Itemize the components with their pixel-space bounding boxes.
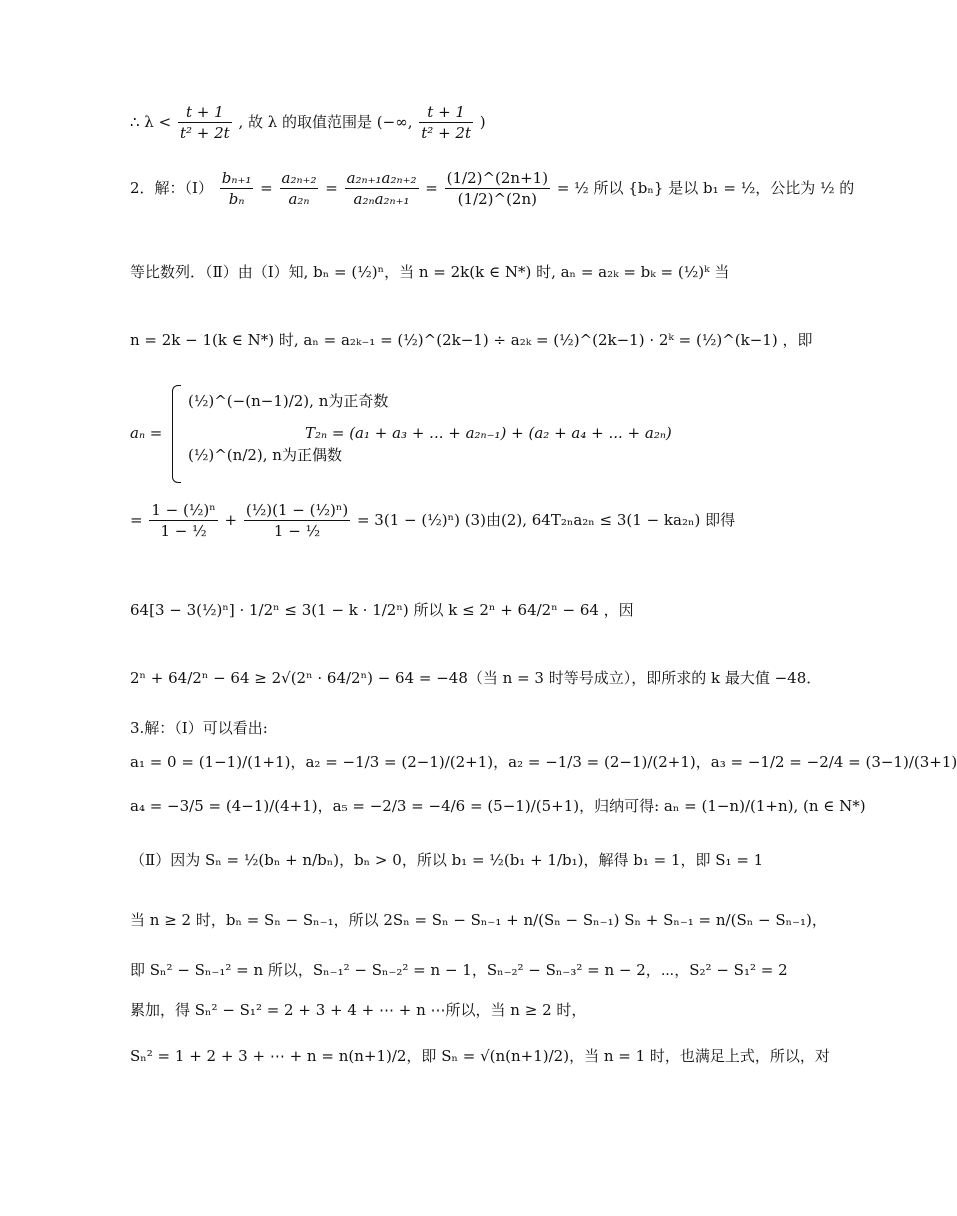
section-3-line-f: [130, 1000, 740, 1020]
text: 等比数列．（Ⅱ）由（Ⅰ）知, bₙ = (½)ⁿ，当 n = 2k(k ∈ N*) 时, aₙ = a₂ₖ = bₖ = (½)ᵏ 当: [130, 263, 730, 281]
text: a₁ = 0 = (1−1)/(1+1)，a₂ = −1/3 = (2−1)/(2+1)，a₂ = −1/3 = (2−1)/(2+1)，a₃ = −1/2 = −2/4 = (3−1)/(3+1): [130, 753, 957, 771]
text: 2ⁿ + 64/2ⁿ − 64 ≥ 2√(2ⁿ · 64/2ⁿ) − 64 = −48（当 n = 3 时等号成立），即所求的 k 最大值 −48．: [130, 669, 822, 687]
sum-line: = $\frac{\text{1 − (½)ⁿ}}{\text{1 − ½}}$ + $\frac{\text{(½)(1 − (½)ⁿ)}}{\text{1 − ½}}$ = 3(1 − (½)ⁿ) (3)由(2), 64T₂ₙa₂ₙ ≤ 3(1 − ka₂ₙ) 即得: [130, 501, 736, 541]
numerator: (1/2)^(2n+1): [445, 168, 550, 189]
text: , 故 λ 的取值范围是 (−∞,: [238, 112, 413, 131]
denominator: bₙ: [228, 190, 245, 209]
section-3-line-c: [130, 850, 764, 870]
piecewise-odd: (½)^(−(n−1)/2), n为正奇数: [188, 392, 389, 410]
inequality-line-2: [130, 668, 822, 688]
piecewise-even: (½)^(n/2), n为正偶数: [188, 446, 342, 464]
text: = ½ 所以 {bₙ} 是以 b₁ = ½，公比为 ½ 的: [556, 178, 855, 197]
numerator: a₂ₙ₊₁a₂ₙ₊₂: [345, 168, 419, 189]
numerator: a₂ₙ₊₂: [280, 168, 319, 189]
text: n = 2k − 1(k ∈ N*) 时, aₙ = a₂ₖ₋₁ = (½)^(2k−1) ÷ a₂ₖ = (½)^(2k−1) · 2ᵏ = (½)^(k−1) ，即: [130, 331, 813, 349]
section-3-title: [130, 718, 740, 738]
text: Sₙ² = 1 + 2 + 3 + ⋯ + n = n(n+1)/2，即 Sₙ = √(n(n+1)/2)，当 n = 1 时，也满足上式，所以，对: [130, 1047, 830, 1065]
line-1: [130, 102, 740, 144]
text: 当 n ≥ 2 时，bₙ = Sₙ − Sₙ₋₁，所以 2Sₙ = Sₙ − Sₙ₋₁ + n/(Sₙ − Sₙ₋₁) Sₙ + Sₙ₋₁ = n/(Sₙ − Sₙ₋₁)，: [130, 911, 827, 929]
fraction: [244, 500, 350, 542]
text: ∴ λ <: [130, 112, 172, 131]
text: a₄ = −3/5 = (4−1)/(4+1)，a₅ = −2/3 = −4/6 = (5−1)/(5+1)，归纳可得: aₙ = (1−n)/(1+n), (n ∈ N*): [130, 797, 866, 815]
section-3-line-e: [130, 960, 788, 980]
text: = 3(1 − (½)ⁿ) (3)由(2), 64T₂ₙa₂ₙ ≤ 3(1 − ka₂ₙ) 即得: [356, 510, 736, 529]
denominator: a₂ₙa₂ₙ₊₁: [353, 190, 410, 209]
inequality-line: [130, 600, 740, 620]
brace: [172, 385, 181, 483]
piecewise-block: [130, 385, 740, 485]
fraction: [220, 168, 254, 210]
t2n-formula: T₂ₙ = (a₁ + a₃ + ... + a₂ₙ₋₁) + (a₂ + a₄ + ... + a₂ₙ): [305, 424, 672, 442]
denominator: a₂ₙ: [288, 190, 310, 209]
section-3-line-g: [130, 1046, 830, 1066]
numerator: bₙ₊₁: [220, 168, 254, 189]
text: 累加，得 Sₙ² − S₁² = 2 + 3 + 4 + ⋯ + n ⋯所以，当 n ≥ 2 时，: [130, 1001, 587, 1019]
piecewise-lhs: aₙ =: [130, 424, 163, 442]
numerator: t + 1: [419, 102, 473, 123]
fraction: [280, 168, 319, 210]
section-2-line-2: [130, 262, 740, 282]
denominator: t² + 2t: [421, 124, 471, 143]
numerator: t + 1: [178, 102, 232, 123]
denominator: 1 − ½: [273, 522, 321, 541]
fraction: [178, 102, 232, 144]
text: =: [130, 510, 143, 529]
section-2-line-1: 2．解：（Ⅰ） $\frac{\text{bₙ₊₁}}{\text{bₙ}}$ = $\frac{\text{a₂ₙ₊₂}}{\text{a₂ₙ}}$ = $\frac{\text{a₂ₙ₊₁a₂ₙ₊₂}}{\text{a₂ₙa₂ₙ₊₁}}$ = $\frac{(1/2)\^{}(2n+1)}{(1/2)\^{}(2n)}$ = ½ 所以 {bₙ} 是以 b₁ = ½，公比为 ½ 的: [130, 169, 855, 209]
denominator: 1 − ½: [160, 522, 207, 541]
fraction: [445, 168, 550, 210]
section-3-line-a: [130, 752, 957, 772]
numerator: 1 − (½)ⁿ: [149, 500, 217, 521]
section-label: 3.解：（Ⅰ）可以看出:: [130, 719, 268, 737]
fraction: [345, 168, 419, 210]
numerator: (½)(1 − (½)ⁿ): [244, 500, 350, 521]
denominator: (1/2)^(2n): [457, 190, 537, 209]
fraction: [149, 500, 217, 542]
section-3-line-b: [130, 796, 866, 816]
text: （Ⅱ）因为 Sₙ = ½(bₙ + n/bₙ)，bₙ > 0，所以 b₁ = ½(b₁ + 1/b₁)，解得 b₁ = 1，即 S₁ = 1: [130, 851, 764, 869]
section-label: 2．解：（Ⅰ）: [130, 178, 213, 197]
section-2-line-3: [130, 330, 813, 350]
fraction: [419, 102, 473, 144]
denominator: t² + 2t: [179, 124, 230, 143]
text: 64[3 − 3(½)ⁿ] · 1/2ⁿ ≤ 3(1 − k · 1/2ⁿ) 所以 k ≤ 2ⁿ + 64/2ⁿ − 64 ，因: [130, 601, 634, 619]
text: 即 Sₙ² − Sₙ₋₁² = n 所以，Sₙ₋₁² − Sₙ₋₂² = n − 1，Sₙ₋₂² − Sₙ₋₃² = n − 2，⋯，S₂² − S₁² = 2: [130, 961, 788, 979]
section-3-line-d: [130, 910, 827, 930]
text: ): [479, 112, 486, 131]
